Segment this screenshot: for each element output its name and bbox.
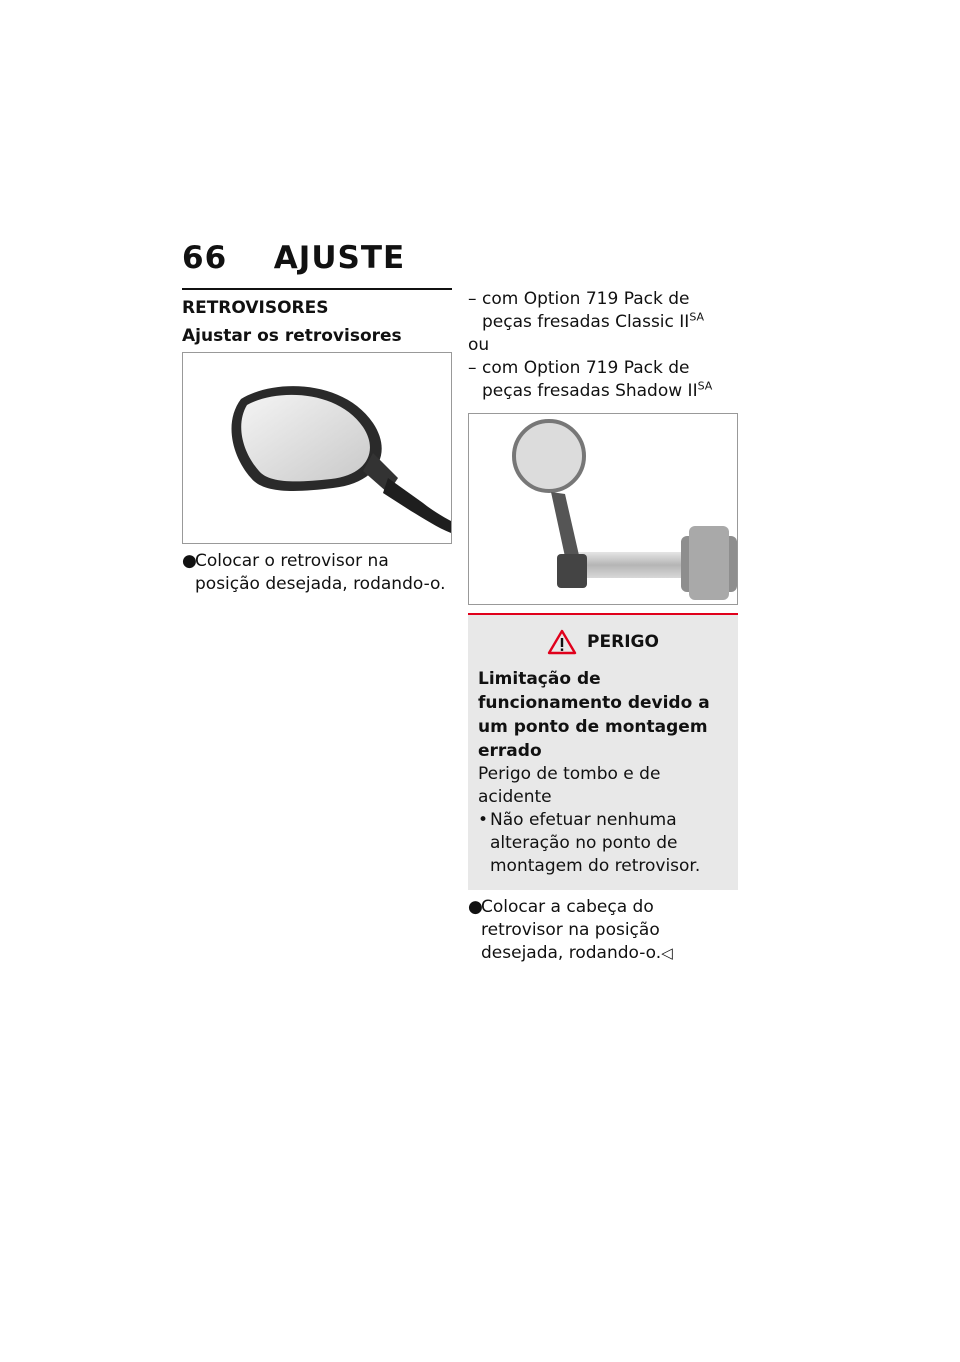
bar-end-mirror-figure bbox=[468, 413, 738, 605]
instruction-step bbox=[182, 550, 452, 596]
step-text: Colocar o retrovisor na posição desejada, rodando-o. bbox=[195, 551, 446, 594]
section-title: RETROVISORES bbox=[182, 298, 329, 318]
mirror-figure bbox=[182, 352, 452, 544]
end-mark-icon: ◁ bbox=[661, 944, 673, 962]
warning-item bbox=[478, 809, 728, 878]
warning-title: Limitação de funcionamento devido a um ponto de montagem errado bbox=[478, 669, 710, 761]
sa-superscript: SA bbox=[689, 310, 705, 324]
step-text: Colocar a cabeça do retrovisor na posição desejada, rodando-o. bbox=[481, 897, 662, 963]
condition-text: com Option 719 Pack de peças fresadas Shadow II bbox=[482, 358, 698, 401]
bullet-icon: • bbox=[478, 810, 489, 830]
warning-item-text: Não efetuar nenhuma alteração no ponto de montagem do retrovisor. bbox=[490, 810, 701, 876]
right-column bbox=[468, 288, 738, 965]
sa-superscript: SA bbox=[697, 379, 713, 393]
chapter-title: AJUSTE bbox=[273, 240, 406, 276]
condition-text: com Option 719 Pack de peças fresadas Classic II bbox=[482, 289, 690, 332]
condition-item bbox=[468, 288, 738, 334]
dash-icon: – bbox=[468, 289, 477, 309]
warning-label: PERIGO bbox=[587, 632, 659, 652]
warning-triangle-icon bbox=[547, 629, 577, 655]
page-number: 66 bbox=[182, 240, 228, 276]
condition-item bbox=[468, 357, 738, 403]
warning-header bbox=[478, 629, 728, 655]
page-header bbox=[182, 240, 405, 276]
dash-icon: – bbox=[468, 358, 477, 378]
instruction-step bbox=[468, 896, 738, 965]
bullet-icon: ● bbox=[468, 897, 483, 917]
warning-text: Perigo de tombo e de acidente bbox=[478, 764, 661, 807]
mirror-standard-illustration bbox=[183, 353, 451, 543]
subsection-title: Ajustar os retrovisores bbox=[182, 326, 402, 346]
left-column bbox=[182, 288, 452, 596]
mirror-bar-end-illustration bbox=[469, 414, 737, 604]
or-text: ou bbox=[468, 335, 490, 355]
section-rule bbox=[182, 288, 452, 290]
bullet-icon: ● bbox=[182, 551, 197, 571]
danger-warning-box bbox=[468, 613, 738, 890]
